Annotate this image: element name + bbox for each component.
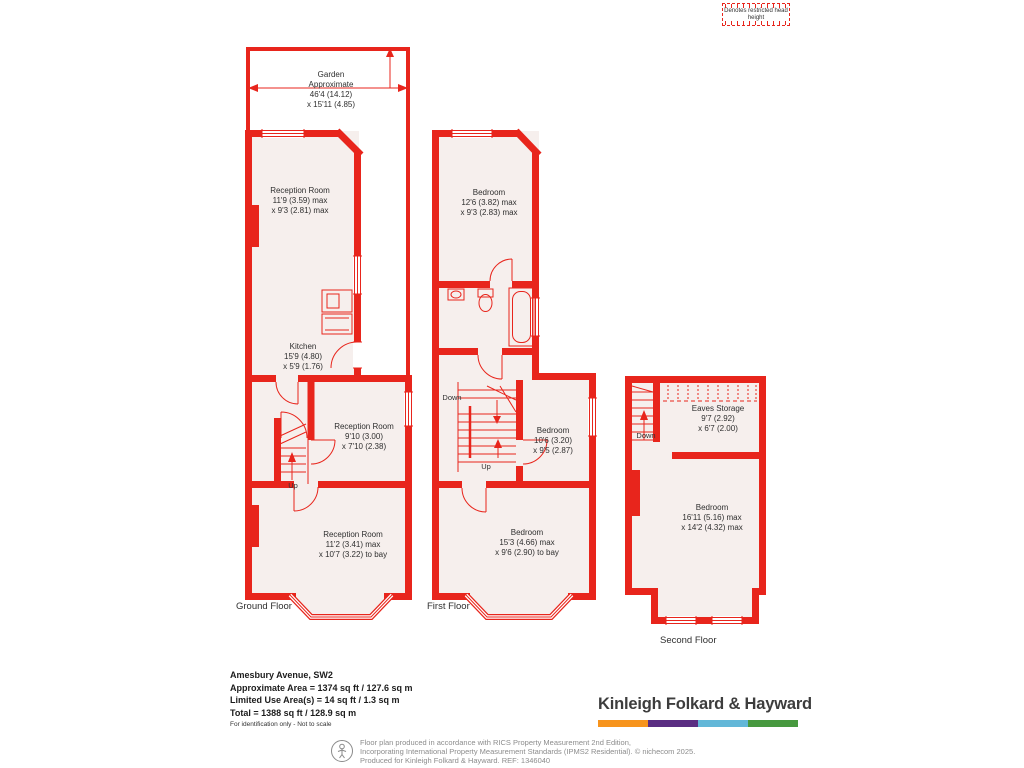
room-label-bedroom-4 (681, 503, 743, 533)
logo-bar-orange (598, 720, 648, 727)
room-dim: x 9'6 (2.90) to bay (495, 548, 559, 557)
room-name: Bedroom (536, 426, 570, 435)
room-dim: 11'9 (3.59) max (272, 196, 328, 205)
floor-label-second: Second Floor (660, 635, 717, 646)
room-dim: 15'9 (4.80) (284, 352, 322, 361)
room-dim: x 14'2 (4.32) max (681, 523, 743, 532)
room-name: Garden (317, 70, 345, 79)
room-label-bedroom-3 (495, 528, 559, 558)
room-name: Reception Room (270, 186, 330, 195)
room-label-bedroom-2 (533, 426, 573, 456)
room-label-kitchen (283, 342, 323, 372)
room-dim: 9'7 (2.92) (701, 414, 735, 423)
person-icon (330, 738, 354, 764)
room-dim: 11'2 (3.41) max (325, 540, 381, 549)
logo-bar-purple (648, 720, 698, 727)
room-dim: 15'3 (4.66) max (499, 538, 555, 547)
footer-disclaimer (330, 738, 695, 765)
chimney-breast (632, 470, 640, 516)
chimney-breast (252, 505, 259, 547)
footer-line-2: Incorporating International Property Measurement Standards (IPMS2 Residential). © nichecom 2025. (360, 747, 696, 756)
room-dim: 46'4 (14.12) (309, 90, 353, 99)
room-label-eaves-storage (692, 404, 744, 434)
legend-tick-row (725, 21, 787, 25)
stairs-up-label-first: Up (481, 462, 491, 471)
room-dim: 9'10 (3.00) (345, 432, 383, 441)
identification-note: For identification only - Not to scale (230, 721, 332, 728)
room-name: Bedroom (695, 503, 729, 512)
room-name: Kitchen (289, 342, 317, 351)
kfh-logo-text: Kinleigh Folkard & Hayward (598, 695, 812, 713)
room-dim: 16'11 (5.16) max (682, 513, 742, 522)
room-name: Reception Room (323, 530, 383, 539)
room-name: Bedroom (510, 528, 544, 537)
kfh-logo (598, 695, 812, 727)
floor-label-ground: Ground Floor (236, 601, 292, 612)
floor-label-first: First Floor (427, 601, 470, 612)
footer-line-1: Floor plan produced in accordance with RICS Property Measurement 2nd Edition, (360, 738, 631, 747)
garden-label (307, 70, 355, 110)
logo-bar-blue (698, 720, 748, 727)
restricted-height-legend (722, 3, 790, 26)
room-dim: x 15'11 (4.85) (306, 100, 356, 109)
room-label-reception-front (319, 530, 387, 560)
legend-note: Denotes restricted head height (724, 8, 788, 21)
room-name: Bedroom (472, 188, 506, 197)
chimney-breast (252, 205, 259, 247)
logo-bar-green (748, 720, 798, 727)
room-label-reception-rear (270, 186, 330, 216)
legend-tick-row (725, 4, 787, 8)
room-dim: 10'6 (3.20) (534, 436, 572, 445)
footer-line-3: Produced for Kinleigh Folkard & Hayward. REF: 1346040 (360, 756, 551, 765)
property-address: Amesbury Avenue, SW2 (230, 670, 333, 680)
room-dim: x 6'7 (2.00) (698, 424, 738, 433)
stairs-down-label-second: Down (636, 431, 656, 440)
room-name: Eaves Storage (691, 404, 745, 413)
room-dim: x 10'7 (3.22) to bay (318, 550, 388, 559)
room-label-reception-middle (334, 422, 394, 452)
room-dim: x 9'3 (2.81) max (271, 206, 329, 215)
room-dim: x 9'3 (2.83) max (460, 208, 518, 217)
room-dim: x 9'5 (2.87) (533, 446, 573, 455)
stairs-down-label-first: Down (442, 393, 462, 402)
kfh-logo-bar (598, 720, 798, 727)
room-label-bedroom-1 (460, 188, 517, 218)
room-dim: x 7'10 (2.38) (341, 442, 387, 451)
room-qualifier: Approximate (308, 80, 354, 89)
room-dim: x 5'9 (1.76) (283, 362, 323, 371)
area-summary (230, 669, 413, 728)
limited-use-area: Limited Use Area(s) = 14 sq ft / 1.3 sq m (230, 695, 400, 705)
stairs-up-label-ground: Up (288, 481, 298, 490)
approximate-area: Approximate Area = 1374 sq ft / 127.6 sq m (230, 682, 413, 693)
room-dim: 12'6 (3.82) max (461, 198, 517, 207)
total-area: Total = 1388 sq ft / 128.9 sq m (230, 707, 357, 718)
room-name: Reception Room (334, 422, 394, 431)
